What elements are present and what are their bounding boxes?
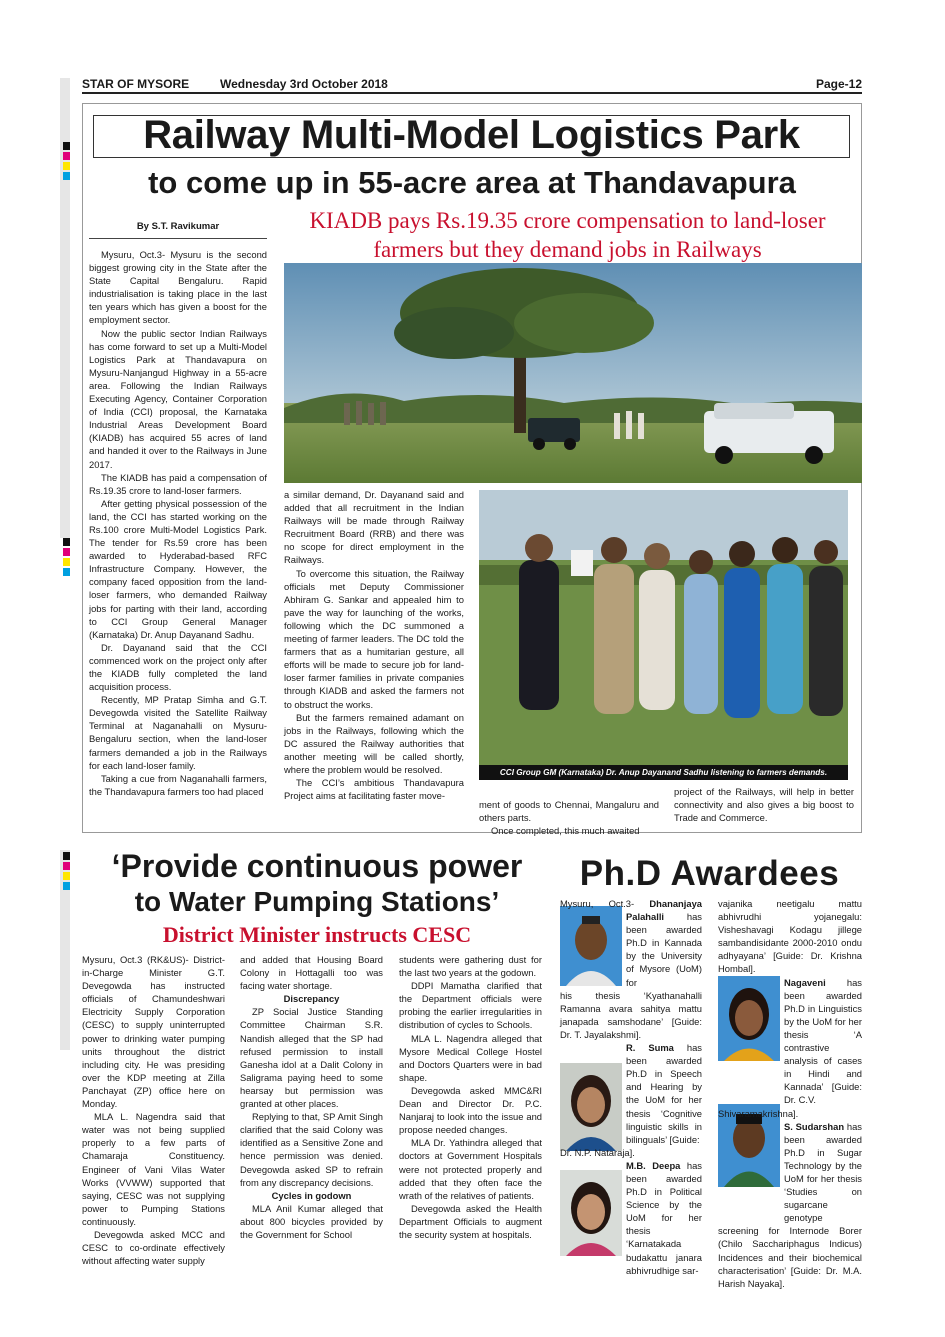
paragraph: After getting physical possession of the land, the CCI has started working on the Rs.100 crore Multi-Model Logistics Park. The tender for Rs.59 crore has been awarded to Hyderabad-based RFC Infrastructure Company. However, the company faced opposition from the land-loser farmers, who demanded Railway jobs for parting with their land, according to CCI Group General Manager (Karnataka) Dr. Anup Dayanand Sadhu. bbox=[89, 497, 267, 640]
photo-caption: CCI Group GM (Karnataka) Dr. Anup Dayanand Sadhu listening to farmers demands. bbox=[479, 765, 848, 780]
power-story-column-3 bbox=[399, 953, 542, 1241]
paragraph: Devegowda asked MCC and CESC to co-ordinate effectively without affecting water supply bbox=[82, 1228, 225, 1267]
paragraph: Recently, MP Pratap Simha and G.T. Devegowda visited the Satellite Railway Terminal at Naganahalli on Mysuru-Bengaluru section, when the land-loser farmers demanded a job in the Railways for each land-loser family. bbox=[89, 694, 267, 771]
paragraph: But the farmers remained adamant on jobs in the Railways, following which the DC assured the Railway authorities that another meeting will be called shortly, where the problem would be resolved. bbox=[284, 711, 464, 775]
power-headline: ‘Provide continuous power bbox=[111, 848, 523, 884]
power-story-column-1 bbox=[82, 953, 225, 1267]
paragraph: project of the Railways, will help in better connectivity and also gives a big boost to Trade and Commerce. bbox=[674, 786, 854, 824]
byline: By S.T. Ravikumar bbox=[136, 221, 220, 232]
paragraph: MLA L. Nagendra alleged that Mysore Medical College Hostel and Doctors Quarters were in bad shape. bbox=[399, 1032, 542, 1083]
phd-column-1 bbox=[560, 897, 702, 1277]
paragraph: a similar demand, Dr. Dayanand said and added that all recruitment in the Indian Railways will be made through Railway Recruitment Board (RRB) and there was no scope for direct employment in the Railways. bbox=[284, 489, 464, 566]
awardee-name: S. Sudarshan bbox=[784, 1120, 845, 1132]
power-subhead: District Minister instructs CESC bbox=[162, 922, 472, 947]
registration-mark-cyan bbox=[63, 568, 70, 576]
main-headline: Railway Multi-Model Logistics Park bbox=[143, 113, 800, 157]
field-site-photo bbox=[284, 263, 862, 483]
paragraph: Once completed, this much awaited bbox=[491, 825, 640, 837]
paragraph: Dr. Dayanand said that the CCI commenced work on the project only after the KIADB fully completed the land acquisition process. bbox=[89, 641, 267, 693]
paragraph: The CCI’s ambitious Thandavapura Project aims at facilitating faster move- bbox=[284, 777, 464, 802]
main-kicker: KIADB pays Rs.19.35 crore compensation to land-loser farmers but they demand jobs in Railways bbox=[309, 208, 826, 262]
phd-entry-suma-cont: Dr. N.P. Nataraja]. bbox=[560, 1146, 635, 1158]
main-story-column-4 bbox=[674, 785, 854, 824]
paragraph: Now the public sector Indian Railways has come forward to set up a Multi-Model Logistics Park at Thandavapura on Mysuru-Nanjangud Highway in a 55-acre area. Following the Indian Railways Executing Agency, Container Corporation of India (CCI) proposal, the Karnataka Industrial Areas Development Board (KIADB) has acquired 55 acres of land and handed it over to the Railways in June 2017. bbox=[89, 327, 267, 470]
registration-mark-black bbox=[63, 852, 70, 860]
phd-entry-sudarshan-cont: screening for Internode Borer (Chilo Sacchariphagus Indicus) Incidences and their biochemical characterisation’ [Guide: Dr. M.A. Harish Nayaka]. bbox=[718, 1225, 862, 1289]
registration-mark-magenta bbox=[63, 862, 70, 870]
power-headline-line-2: to Water Pumping Stations’ bbox=[134, 886, 500, 917]
phd-entry-deepa-cont: vajanika neetigalu mattu abhivrudhi yojanegalu: Visheshavagi Kodagu jillege sambandisidante 2000-2010 ondu adhyayana’ [Guide: Dr. Krishna Hombal]. bbox=[718, 898, 862, 975]
phd-column-2 bbox=[718, 897, 862, 1290]
paragraph: Devegowda asked MMC&RI Dean and Director Dr. P.C. Nanjaraj to look into the issue and propose needed changes. bbox=[399, 1084, 542, 1136]
awardee-name: Nagaveni bbox=[784, 976, 826, 988]
registration-mark-magenta bbox=[63, 152, 70, 160]
paragraph: Taking a cue from Naganahalli farmers, the Thandavapura farmers too had placed bbox=[89, 772, 267, 797]
paragraph: Replying to that, SP Amit Singh clarified that the said Colony was identified as a Sensitive Zone and hence permission was denied. Devegowda asked SP to refrain from any discrepancy decisions. bbox=[240, 1111, 383, 1188]
farmers-meeting-photo bbox=[479, 490, 848, 766]
registration-mark-magenta bbox=[63, 548, 70, 556]
paragraph: ZP Social Justice Standing Committee Chairman S.R. Nandish alleged that the SP had refused permission to install Ganesha idol at a Dalit Colony in Saligrama paying heed to some hearsay but permission was granted at other places. bbox=[240, 1006, 383, 1110]
phd-entry-dhananjaya-cont: his thesis ‘Kyathanahalli Ramanna avara sahitya mattu janapada samshodane’ [Guide: Dr. T. Jayalakshmi]. bbox=[560, 989, 702, 1040]
main-story-column-2 bbox=[284, 488, 464, 802]
issue-date: Wednesday 3rd October 2018 bbox=[220, 77, 388, 91]
paragraph: To overcome this situation, the Railway officials met Deputy Commissioner Abhiram G. Sankar and appealed him to pave the way for launching of the works, following which the DC summoned a meeting of farmer leaders. The DC told the farmers that as a humitarian gesture, all efforts will be made to secure job for land-loser farmer families in private companies through KIADB and asked the farmers not to obstruct the works. bbox=[284, 567, 464, 710]
awardee-name: Dhananjaya Palahalli bbox=[626, 898, 702, 923]
registration-mark-yellow bbox=[63, 872, 70, 880]
main-story-column-3 bbox=[479, 798, 659, 837]
registration-mark-cyan bbox=[63, 882, 70, 890]
paragraph: ment of goods to Chennai, Mangaluru and others parts. bbox=[479, 799, 659, 824]
section-subhead: Discrepancy bbox=[283, 993, 340, 1005]
byline-rule bbox=[89, 238, 267, 239]
paragraph: students were gathering dust for the last two years at the godown. bbox=[399, 954, 542, 979]
bleed-strip bbox=[60, 850, 70, 1050]
power-story-column-2 bbox=[240, 953, 383, 1241]
phd-entry-deepa: M.B. Deepa has been awarded Ph.D in Political Science by the UoM for her thesis ‘Karnatakada budakattu janara abhivrudhige sar- bbox=[626, 1159, 702, 1276]
registration-mark-yellow bbox=[63, 558, 70, 566]
awardee-name: M.B. Deepa bbox=[626, 1159, 681, 1171]
phd-entry-sudarshan: S. Sudarshan has been awarded Ph.D in Sugar Technology by the UoM for her thesis ‘Studies on sugarcane genotype bbox=[784, 1120, 862, 1224]
page-number: Page-12 bbox=[815, 77, 862, 91]
paragraph: Mysuru, Oct.3- Mysuru is the second biggest growing city in the State after the State Capital Bengaluru. Rapid industrialisation is taking place in the last ten years which has given a boost for the employment sector. bbox=[89, 249, 267, 326]
registration-mark-cyan bbox=[63, 172, 70, 180]
awardee-name: R. Suma bbox=[626, 1042, 674, 1054]
registration-mark-yellow bbox=[63, 162, 70, 170]
paragraph: MLA Anil Kumar alleged that about 800 bicycles provided by the Government for School bbox=[240, 1202, 383, 1240]
phd-entry-nagaveni-cont: Shivaramakrishna]. bbox=[718, 1107, 799, 1119]
registration-mark-black bbox=[63, 142, 70, 150]
paragraph: Mysuru, Oct.3 (RK&US)- District-in-Charge Minister G.T. Devegowda has instructed officials of Chamundeshwari Electricity Supply Corporation (CESC) to supply uninterrupted power to drinking water pumping units throughout the district including city. He was presiding over the KDP meeting at Zilla Panchayat (ZP) office here on Monday. bbox=[82, 954, 225, 1110]
phd-section-title: Ph.D Awardees bbox=[579, 854, 840, 893]
phd-entry-nagaveni: Nagaveni has been awarded Ph.D in Linguistics by the UoM for her thesis ‘A contrastive analysis of cases in Hindi and Kannada’ [Guide: Dr. C.V. bbox=[784, 976, 862, 1106]
phd-entry-suma: R. Suma has been awarded Ph.D in Speech and Hearing by the UoM for her thesis ‘Cognitive linguistic skills in bilinguals’ [Guide: bbox=[626, 1042, 702, 1145]
paragraph: The KIADB has paid a compensation of Rs.19.35 crore to land-loser farmers. bbox=[89, 471, 267, 496]
paragraph: and added that Housing Board Colony in Hottagalli too was facing water shortage. bbox=[240, 954, 383, 992]
paragraph: MLA L. Nagendra said that water was not being supplied properly to a few parts of Chamaraja Constituency. Engineer of Vani Vilas Water Works (VVWW) supported that saying, CESC was not supplying power to Pumping Stations continuously. bbox=[82, 1111, 225, 1227]
paragraph: DDPI Mamatha clarified that the Department officials were probing the earlier irregularities in distribution of cycles to Schools. bbox=[399, 980, 542, 1031]
paragraph: MLA Dr. Yathindra alleged that doctors at Government Hospitals were not protected properly and added that they often face the wrath of the relatives of patients. bbox=[399, 1137, 542, 1201]
page-header bbox=[82, 77, 862, 93]
section-subhead: Cycles in godown bbox=[271, 1189, 352, 1201]
registration-mark-black bbox=[63, 538, 70, 546]
paragraph: Devegowda asked the Health Department Officials to augment the security system at hospitals. bbox=[399, 1202, 542, 1240]
phd-entry-dhananjaya: Mysuru, Oct.3- Dhananjaya Palahalli has been awarded Ph.D in Kannada by the University of Mysore (UoM) for bbox=[560, 898, 702, 988]
header-rule bbox=[82, 92, 862, 94]
publication-name: STAR OF MYSORE bbox=[82, 77, 190, 91]
main-story-column-1 bbox=[89, 248, 267, 798]
main-subhead: to come up in 55-acre area at Thandavapura bbox=[148, 165, 796, 200]
